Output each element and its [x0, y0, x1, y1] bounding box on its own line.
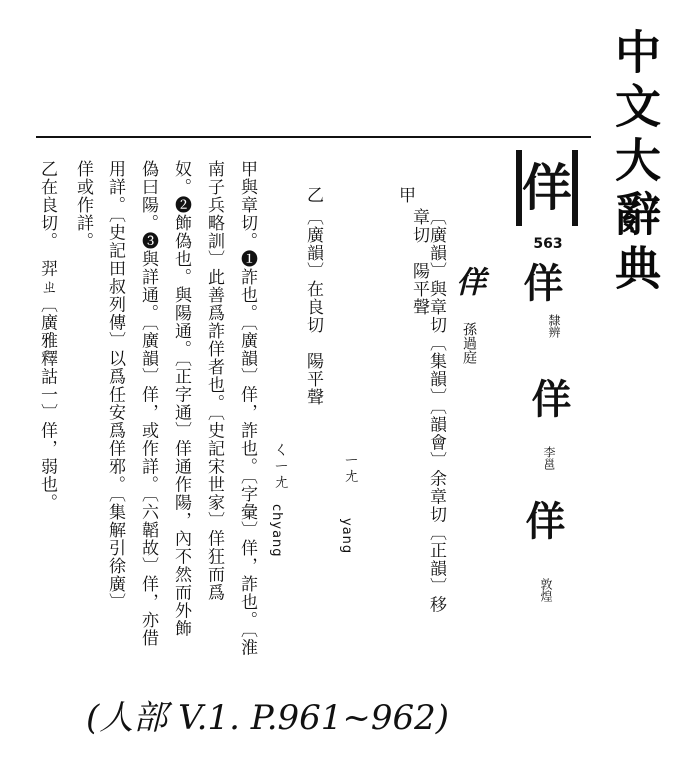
variant-glyph-1: 佯: [517, 262, 564, 302]
reading-jia-label: 甲: [395, 186, 415, 204]
head-character-box: 佯: [516, 150, 578, 226]
reading-yi-bopomofo: ㄑㄧㄤ: [269, 440, 289, 491]
definition-line-3: 奴。❷飾偽也。與陽通。〔正字通〕佯通作陽，內不然而外飾: [171, 160, 191, 638]
definition-line-5: 用詳。〔史記田叔列傳〕以爲任安爲佯邪。〔集解引徐廣〕: [105, 160, 125, 611]
script-glyph: 佯: [450, 266, 485, 296]
dictionary-title: 中文大辭典: [608, 28, 662, 298]
reading-jia-romaji: yang: [339, 518, 354, 555]
definition-line-4: 偽曰陽。❸與詳通。〔廣韻〕佯，或作詳。〔六韜故〕佯，亦借: [138, 160, 158, 647]
entry-number: 563: [533, 236, 563, 252]
reading-yi-text: 〔廣韻〕在良切 陽平聲: [303, 208, 323, 406]
definition-line-2: 南子兵略訓〕此善爲詐佯者也。〔史記宋世家〕佯狂而爲: [204, 160, 224, 602]
page-reference-note: (人部 V.1. P.961~962): [86, 698, 450, 738]
reading-yi-romaji: chyang: [269, 504, 284, 558]
variant-tag-2: 李邕: [542, 446, 556, 470]
script-tag: 孫過庭: [461, 322, 477, 364]
definition-line-7: 乙在良切。 羿ㄓ〔廣雅釋詁一〕佯，弱也。: [37, 160, 57, 512]
reading-jia-bopomofo: ㄧㄤ: [339, 452, 359, 485]
definition-line-1: 甲與章切。❶詐也。〔廣韻〕佯，詐也。〔字彙〕佯，詐也。〔淮: [237, 160, 257, 657]
variant-tag-3: 敦煌: [539, 578, 553, 602]
page-rule: [36, 136, 591, 138]
definition-line-6: 佯或作詳。: [73, 160, 93, 250]
variant-tag-1: 隸辨: [547, 314, 561, 338]
variant-glyph-2: 佯: [525, 378, 572, 418]
reading-yi-label: 乙: [303, 186, 323, 204]
variant-glyph-3: 佯: [519, 500, 566, 540]
reading-jia-text: 〔廣韻〕與章切〔集韻〕〔韻會〕余章切〔正韻〕移章切 陽平聲: [409, 208, 446, 614]
